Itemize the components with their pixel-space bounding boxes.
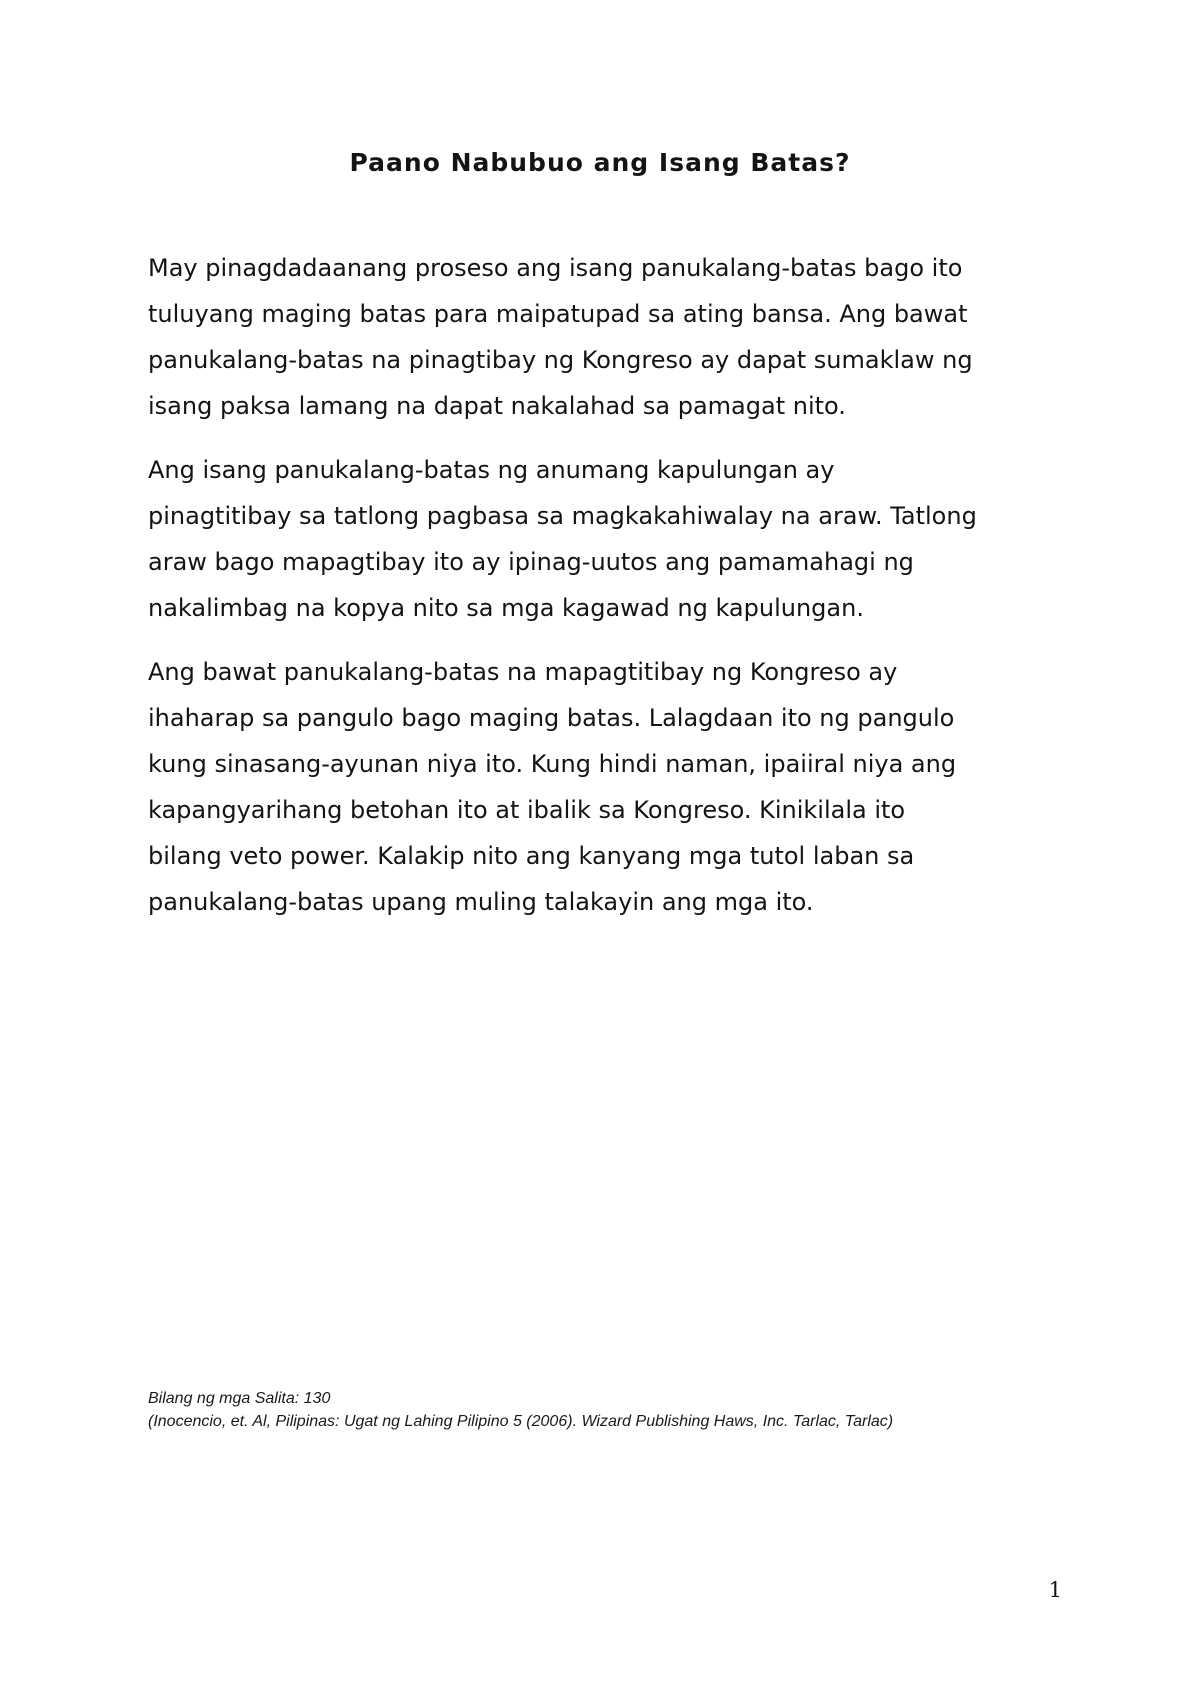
footnote: [148, 1387, 1098, 1433]
paragraph-line: Ang bawat panukalang-batas na mapagtitibay ng Kongreso ay: [148, 658, 898, 686]
paragraph-line: bilang veto power. Kalakip nito ang kanyang mga tutol laban sa: [148, 842, 915, 870]
paragraph-line: pinagtitibay sa tatlong pagbasa sa magkakahiwalay na araw. Tatlong: [148, 502, 977, 530]
paragraph-line: panukalang-batas na pinagtibay ng Kongreso ay dapat sumaklaw ng: [148, 346, 973, 374]
citation: (Inocencio, et. Al, Pilipinas: Ugat ng Lahing Pilipino 5 (2006). Wizard Publishing Haws, Inc. Tarlac, Tarlac): [148, 1413, 894, 1430]
paragraph-line: isang paksa lamang na dapat nakalahad sa pamagat nito.: [148, 392, 846, 420]
page-number: 1: [1048, 1578, 1062, 1602]
paragraph-line: panukalang-batas upang muling talakayin ang mga ito.: [148, 888, 814, 916]
paragraph-line: tuluyang maging batas para maipatupad sa ating bansa. Ang bawat: [148, 300, 968, 328]
body-text: [148, 245, 1098, 943]
word-count: Bilang ng mga Salita: 130: [148, 1390, 331, 1407]
paragraph-3: [148, 649, 1098, 925]
paragraph-1: [148, 245, 1098, 429]
paragraph-line: nakalimbag na kopya nito sa mga kagawad ng kapulungan.: [148, 594, 864, 622]
paragraph-2: [148, 447, 1098, 631]
page-title: Paano Nabubuo ang Isang Batas?: [349, 148, 851, 177]
paragraph-line: Ang isang panukalang-batas ng anumang kapulungan ay: [148, 456, 835, 484]
paragraph-line: araw bago mapagtibay ito ay ipinag-uutos ang pamamahagi ng: [148, 548, 914, 576]
paragraph-line: ihaharap sa pangulo bago maging batas. Lalagdaan ito ng pangulo: [148, 704, 955, 732]
paragraph-line: kapangyarihang betohan ito at ibalik sa Kongreso. Kinikilala ito: [148, 796, 906, 824]
paragraph-line: kung sinasang-ayunan niya ito. Kung hindi naman, ipaiiral niya ang: [148, 750, 957, 778]
paragraph-line: May pinagdadaanang proseso ang isang panukalang-batas bago ito: [148, 254, 963, 282]
